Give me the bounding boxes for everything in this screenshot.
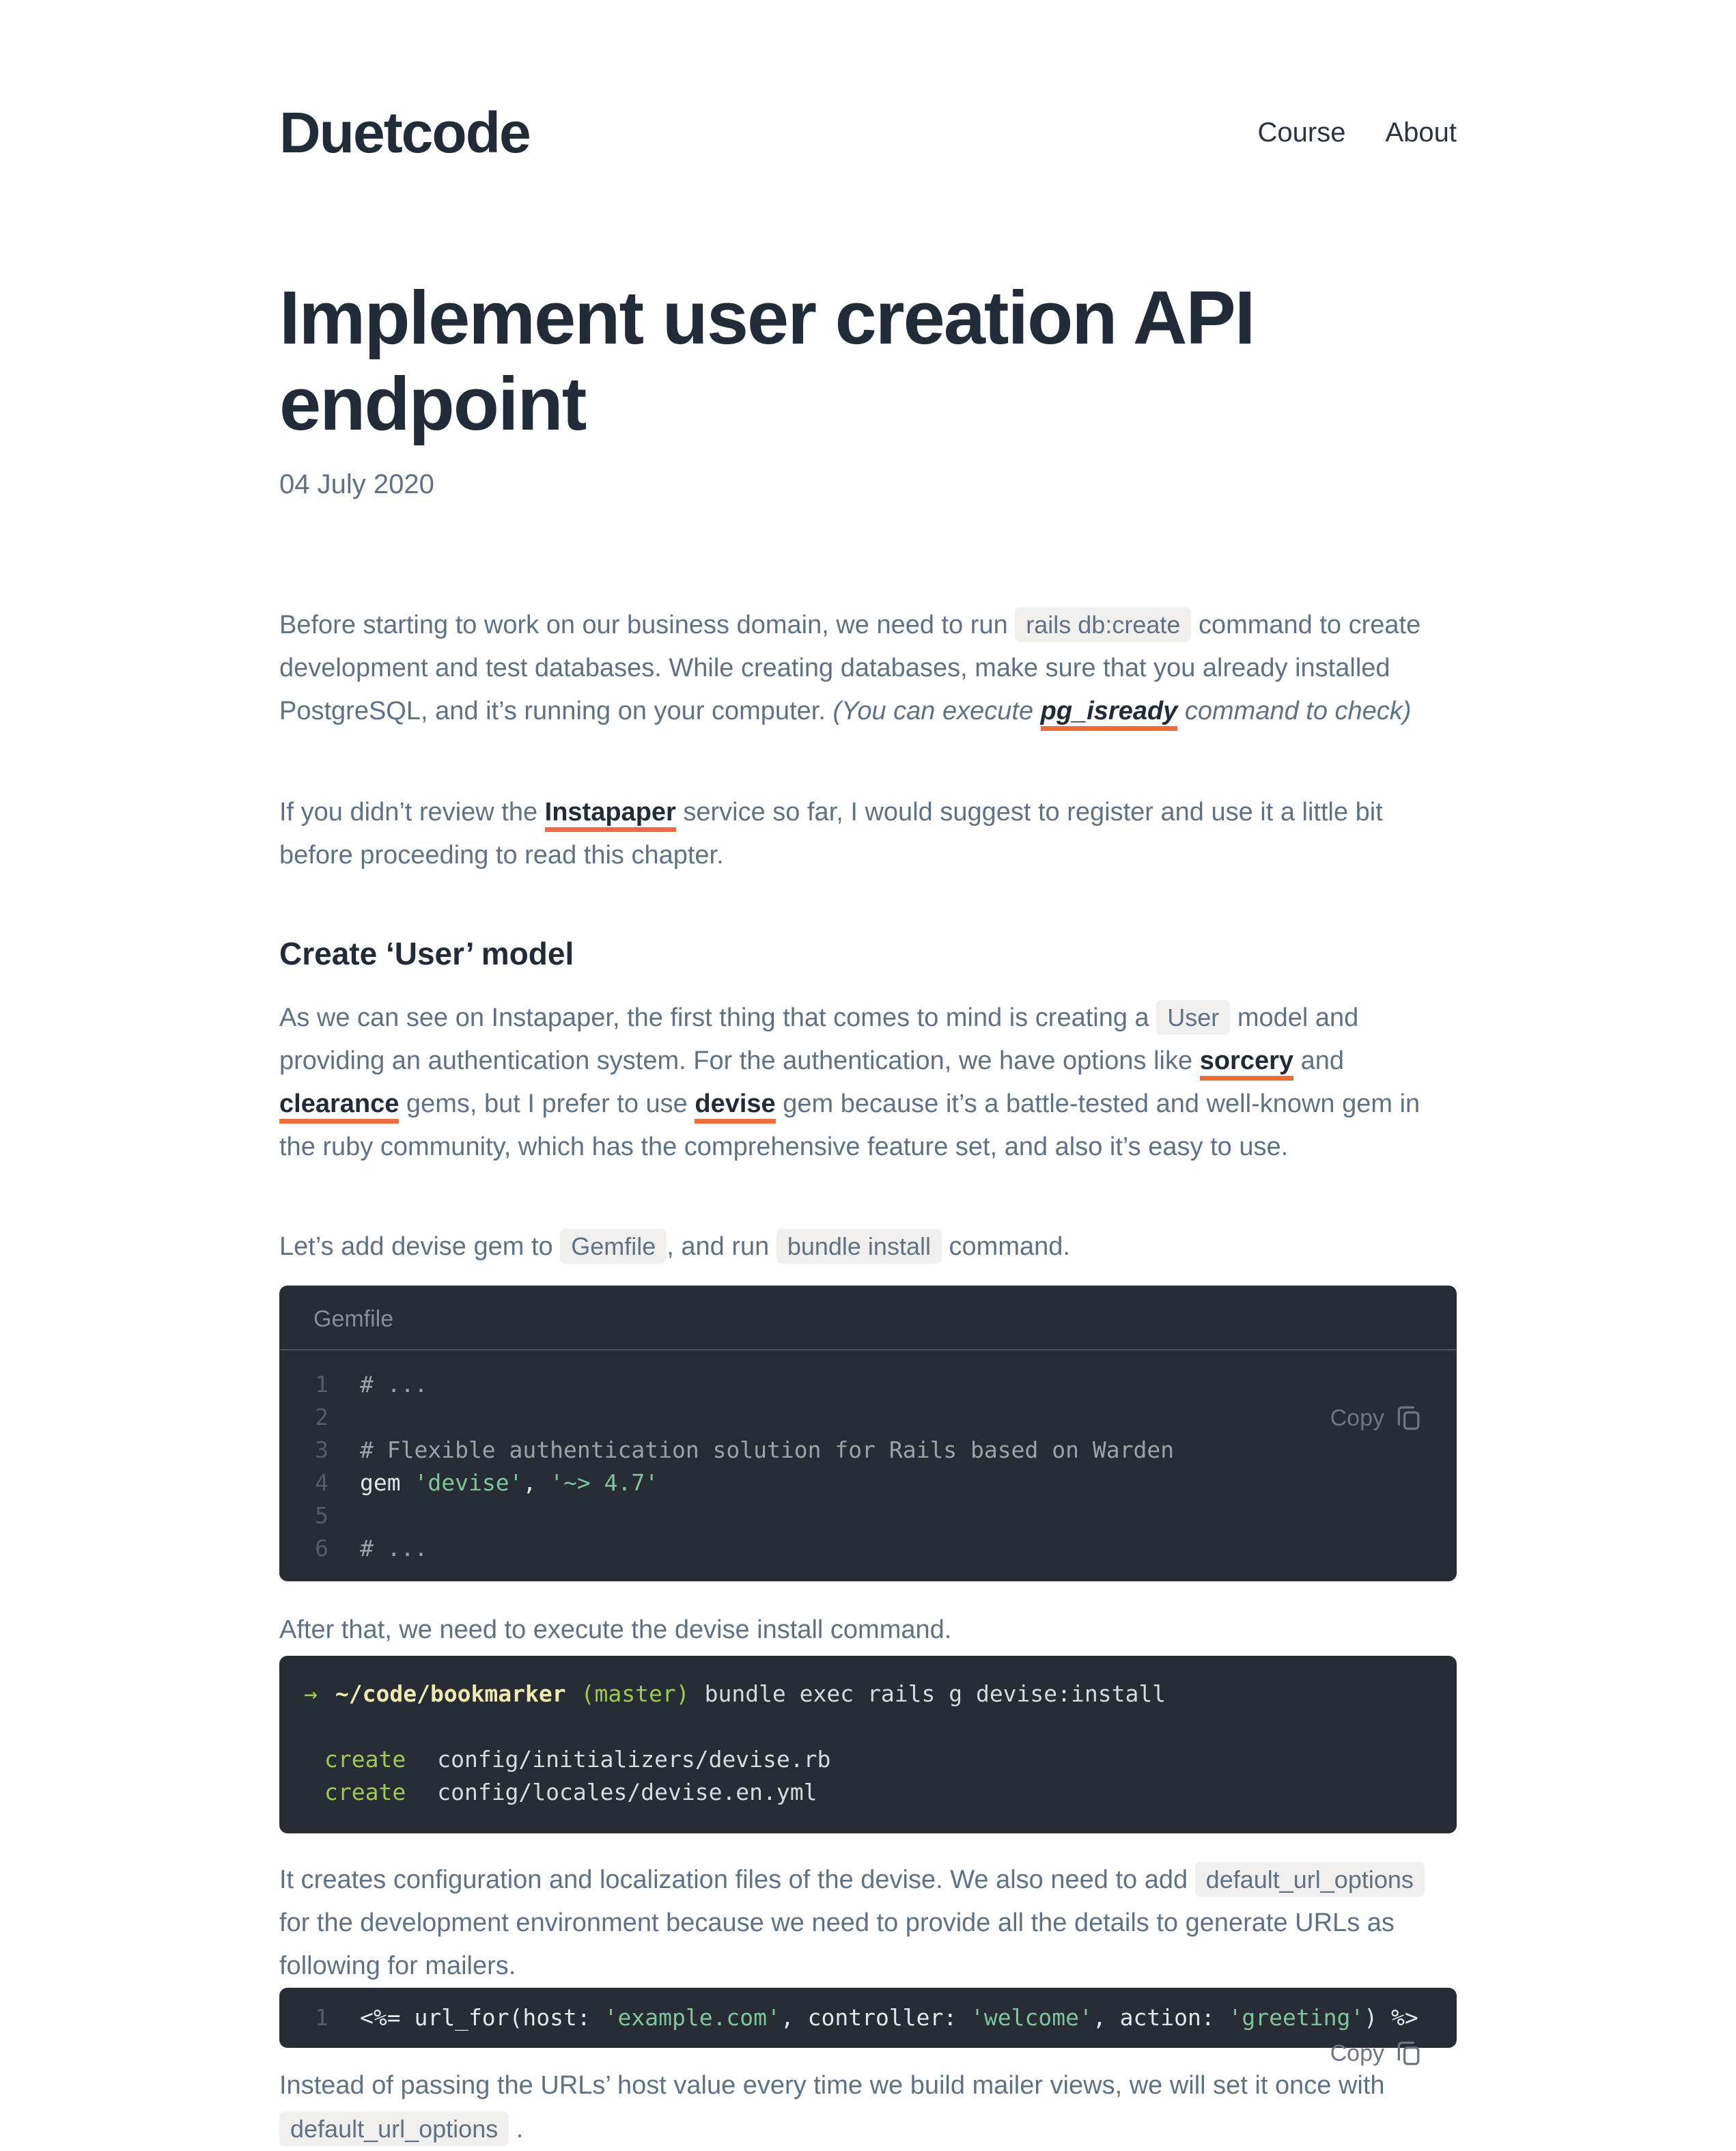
text-segment: Instead of passing the URLs’ host value every time we build mailer views, we will set it once with [279, 2071, 1385, 2100]
inline-code: User [1156, 1000, 1230, 1035]
section-heading-create-user-model: Create ‘User’ model [279, 936, 574, 971]
text-segment: command to check) [1177, 697, 1412, 725]
line-number: 1 [315, 1371, 328, 1398]
text-segment: As we can see on Instapaper, the first thing that comes to mind is creating a [279, 1003, 1157, 1032]
copy-button-label: Copy [1330, 2040, 1384, 2066]
code-text [328, 1467, 658, 1499]
urlfor-code-block [279, 1988, 1457, 2066]
code-text [328, 1401, 360, 1434]
inline-code: Gemfile [560, 1229, 667, 1264]
gemfile-code-block [279, 1286, 1457, 1581]
inline-code: bundle install [776, 1229, 942, 1264]
code-text [328, 1499, 360, 1532]
prompt-arrow-icon: → [304, 1680, 318, 1707]
inline-code: rails db:create [1015, 607, 1191, 642]
code-segment: gem [360, 1469, 415, 1496]
inline-code: default_url_options [279, 2111, 509, 2146]
code-string: 'devise' [414, 1469, 523, 1496]
code-text: # ... [360, 1535, 428, 1562]
link-sorcery[interactable]: sorcery [1200, 1046, 1293, 1081]
code-line [279, 2001, 1457, 2034]
text-segment: . [509, 2115, 524, 2143]
copy-button-label: Copy [1330, 1404, 1384, 1431]
text-segment: and [1293, 1046, 1344, 1075]
text-segment: command. [941, 1232, 1070, 1261]
line-number: 3 [315, 1437, 328, 1463]
line-number: 2 [315, 1404, 328, 1430]
text-segment: for the development environment because we need to provide all the details to generate URLs as following for mailers. [279, 1909, 1395, 1980]
code-string: 'greeting' [1228, 2004, 1364, 2031]
terminal-block [279, 1656, 1457, 1833]
copy-button[interactable] [1330, 2038, 1424, 2068]
text-segment: model and providing an authentication system. For the authentication, we have options like [279, 1003, 1359, 1075]
text-segment: After that, we need to execute the devise install command. [279, 1615, 952, 1644]
paragraph [279, 996, 1457, 1169]
terminal-content [279, 1656, 1457, 1833]
terminal-output-line [279, 1743, 1457, 1776]
output-file: config/initializers/devise.rb [437, 1746, 831, 1773]
text-segment: (You can execute [832, 697, 1041, 725]
code-text: # ... [360, 1371, 428, 1398]
link-instapaper[interactable]: Instapaper [545, 798, 676, 832]
copy-button[interactable] [1330, 1403, 1424, 1433]
site-header [279, 0, 1457, 166]
link-devise[interactable]: devise [695, 1090, 775, 1124]
line-number: 4 [315, 1469, 328, 1496]
paragraph [279, 791, 1457, 877]
output-keyword: create [324, 1746, 406, 1773]
output-keyword: create [324, 1779, 406, 1805]
copy-icon [1394, 2038, 1424, 2068]
text-segment: gems, but I prefer to use [399, 1090, 695, 1118]
article-main [279, 275, 1457, 2151]
post-date: 04 July 2020 [279, 469, 434, 499]
paragraph [279, 1609, 1457, 1652]
inline-code: default_url_options [1195, 1862, 1425, 1897]
code-segment: , [522, 1469, 550, 1496]
text-segment: gem because it’s a battle-tested and well-known gem in the ruby community, which has the comprehensive feature set, and also it’s easy to use. [279, 1090, 1420, 1161]
site-nav [1258, 117, 1457, 148]
code-text: # Flexible authentication solution for Rails based on Warden [360, 1437, 1175, 1463]
text-segment: It creates configuration and localization files of the devise. We also need to add [279, 1865, 1195, 1894]
code-text [328, 2001, 1418, 2034]
code-segment: , controller: [780, 2004, 971, 2031]
prompt-command: bundle exec rails g devise:install [704, 1680, 1166, 1707]
code-line [279, 1368, 1457, 1401]
paragraph [279, 1858, 1457, 1988]
link-pg-isready[interactable]: pg_isready [1041, 697, 1178, 731]
code-line [279, 1467, 1457, 1499]
code-block-filename: Gemfile [279, 1286, 1457, 1350]
text-segment: Let’s add devise gem to [279, 1232, 561, 1261]
line-number: 6 [315, 1535, 328, 1562]
code-string: 'example.com' [604, 2004, 781, 2031]
text-segment: command to create development and test databases. While creating databases, make sure that you already installed PostgreSQL, and it’s running on your computer. [279, 611, 1421, 725]
italic-segment [832, 697, 1411, 731]
prompt-git-branch: (master) [580, 1680, 690, 1707]
text-segment: service so far, I would suggest to register and use it a little bit before proceeding to read this chapter. [279, 798, 1383, 870]
text-segment: If you didn’t review the [279, 798, 545, 827]
terminal-output-line [279, 1776, 1457, 1809]
copy-icon [1394, 1403, 1424, 1433]
code-segment: ) %> [1364, 2004, 1418, 2031]
code-content [279, 1988, 1457, 2048]
paragraph [279, 1225, 1457, 1268]
code-string: '~> 4.7' [550, 1469, 659, 1496]
prompt-path: ~/code/bookmarker [335, 1680, 566, 1707]
code-segment: , action: [1092, 2004, 1229, 2031]
code-line [279, 1532, 1457, 1565]
code-line [279, 1499, 1457, 1532]
nav-link-about[interactable]: About [1385, 117, 1457, 148]
code-line [279, 1401, 1457, 1434]
code-content [279, 1350, 1457, 1581]
site-logo[interactable]: Duetcode [279, 100, 530, 165]
paragraph [279, 603, 1457, 733]
code-string: 'welcome' [970, 2004, 1093, 2031]
code-segment: <%= url_for(host: [360, 2004, 604, 2031]
line-number: 1 [315, 2004, 328, 2031]
code-line [279, 1434, 1457, 1467]
nav-link-course[interactable]: Course [1257, 117, 1346, 148]
page-title: Implement user creation API endpoint [279, 276, 1255, 446]
paragraph [279, 2064, 1457, 2151]
text-segment: Before starting to work on our business domain, we need to run [279, 611, 1016, 639]
text-segment: , and run [667, 1232, 776, 1261]
line-number: 5 [315, 1502, 328, 1529]
output-file: config/locales/devise.en.yml [437, 1779, 817, 1805]
link-clearance[interactable]: clearance [279, 1090, 399, 1124]
terminal-blank-line [279, 1710, 1457, 1743]
terminal-prompt [279, 1678, 1457, 1710]
article-body [279, 603, 1457, 2151]
